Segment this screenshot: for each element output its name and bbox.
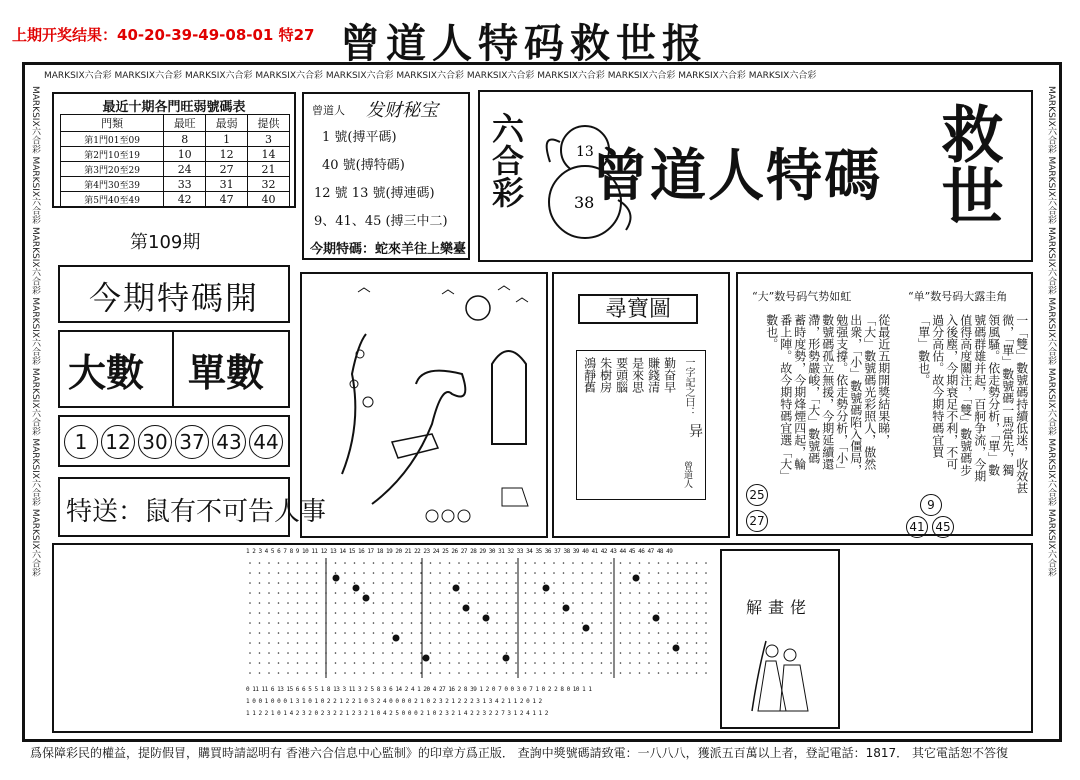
article-column: 滯，形勢嚴峻，「大」數號碼	[806, 314, 821, 464]
number-circle: 43	[212, 425, 246, 459]
riddle-answer: 异	[689, 424, 703, 440]
logo-title: 曾道人特碼	[592, 143, 882, 209]
big-number-label: 大數	[68, 350, 145, 395]
article-column: 值得高度關注，「雙」數號碼步	[958, 314, 973, 476]
footer-text: 爲保障彩民的權益，提防假冒，購買時請認明有 香港六合信息中心監制》的印章方爲正版． 查詢中獎號碼請致電：一八八八，獲派五百萬以上者，登記電話：1817． 其它電話恕不答復	[30, 746, 1008, 760]
trend-grid	[246, 546, 712, 730]
table-cell: 21	[248, 162, 290, 177]
table-cell: 第5門40至49	[61, 192, 164, 207]
table-cell: 第3門20至29	[61, 162, 164, 177]
article-column: 入後塵，今期衰足不利，不可	[944, 314, 959, 470]
article-column: 「單」數也。	[916, 314, 931, 386]
top-bar	[0, 0, 1080, 67]
treasure-map-title: 尋寶圖	[578, 294, 698, 324]
table-cell: 10	[164, 147, 206, 162]
riddle-column: 朱樹房	[598, 357, 613, 393]
table-cell: 1	[206, 132, 248, 147]
headline-odd: “单”数号码大露圭角	[908, 290, 1008, 303]
table-cell: 27	[206, 162, 248, 177]
table-cell: 33	[164, 177, 206, 192]
table-cell: 第2門10至19	[61, 147, 164, 162]
article-column: 番上陣。故今期特碼宜選「大」	[778, 314, 793, 482]
riddle-picture-title: 解畫佬	[746, 598, 813, 617]
gourd-number: 38	[574, 193, 595, 212]
column-header: 提供	[248, 115, 290, 132]
table-cell: 14	[248, 147, 290, 162]
table-cell: 12	[206, 147, 248, 162]
number-circle: 37	[175, 425, 209, 459]
masthead-title: 曾道人特码救世报	[340, 20, 708, 67]
article-column: 一「雙」數號碼持續低迷，收效甚	[1014, 314, 1029, 494]
column-header: 門類	[61, 115, 164, 132]
riddle-picture-box	[720, 549, 840, 729]
column-header: 最旺	[164, 115, 206, 132]
table-row	[61, 132, 290, 147]
dragon-illustration	[302, 274, 546, 536]
table-cell: 42	[164, 192, 206, 207]
tips-special: 今期特碼：蛇來羊往上樂臺	[310, 242, 467, 257]
riddle-column: 是來思	[630, 357, 645, 393]
article-column: 號碼群雄并起，百舸争流，今期	[972, 314, 987, 482]
table-row	[61, 162, 290, 177]
table-cell: 第4門30至39	[61, 177, 164, 192]
riddle-scroll	[576, 350, 706, 500]
grid-stat-row: 0 11 11 6 13 15 6 6 5 5 1 8 13 3 11 3 2 5 8 3 6 14 2 4 1 20 4 27 16 2 8 39 1 2 0 7 0 0 3 0 7 1 0 2 2 8 0 10 1 1	[246, 686, 592, 693]
table-cell: 3	[248, 132, 290, 147]
brand-strip-left: MARKSIX六合彩 MARKSIX六合彩 MARKSIX六合彩 MARKSIX六合彩 MARKSIX六合彩 MARKSIX六合彩 MARKSIX六合彩	[30, 86, 40, 577]
tip-line: 1 號(搏平碼)	[322, 130, 397, 145]
number-circle: 41	[906, 516, 928, 538]
headline-big: “大”数号码气势如虹	[752, 290, 852, 303]
stats-table	[60, 114, 290, 207]
table-cell: 32	[248, 177, 290, 192]
grid-header-row: 1 2 3 4 5 6 7 8 9 10 11 12 13 14 15 16 17 18 19 20 21 22 23 24 25 26 27 28 29 30 31 32 33 34 35 36 37 38 39 40 41 42 43 44 45 46 47 48 49	[246, 548, 673, 555]
riddle-author: 曾道人	[682, 461, 692, 488]
article-column: 蓄時度勢，今期烽煙四起，輪	[792, 314, 807, 470]
table-header-row	[61, 115, 290, 132]
tekai-box	[58, 265, 290, 323]
number-circle: 30	[138, 425, 172, 459]
illustration-box	[300, 272, 548, 538]
article-box	[736, 272, 1033, 536]
gourd-number: 13	[576, 144, 594, 160]
article-column: 數也。	[764, 314, 779, 350]
brand-strip-right: MARKSIX六合彩 MARKSIX六合彩 MARKSIX六合彩 MARKSIX六合彩 MARKSIX六合彩 MARKSIX六合彩 MARKSIX六合彩	[1046, 86, 1056, 577]
grid-stat-row: 1 0 0 1 0 0 0 1 3 1 0 1 0 2 2 1 2 2 1 0 3 2 4 0 0 0 0 2 1 0 2 3 2 1 2 2 2 3 1 3 4 2 1 1 2 0 1 2	[246, 698, 542, 705]
tip-line: 12 號 13 號(搏連碼)	[314, 186, 435, 201]
riddle-column: 要頭腦	[614, 357, 629, 393]
big-odd-box	[58, 330, 290, 408]
tips-slogan: 发财秘宝	[366, 100, 438, 121]
number-circle: 9	[920, 494, 942, 516]
table-row	[61, 177, 290, 192]
article-column: 「大」數號碼光彩照人，傲然	[862, 314, 877, 470]
number-circle: 45	[932, 516, 954, 538]
brand-strip-top: MARKSIX六合彩 MARKSIX六合彩 MARKSIX六合彩 MARKSIX六合彩 MARKSIX六合彩 MARKSIX六合彩 MARKSIX六合彩 MARKSIX六合彩 MARKSIX六合彩 MARKSIX六合彩 MARKSIX六合彩	[44, 71, 817, 81]
tips-author: 曾道人	[312, 104, 345, 117]
numbers-box	[58, 415, 290, 467]
article-column: 領風騷。依走勢分析，「單」數	[986, 314, 1001, 476]
logo-box	[478, 90, 1033, 262]
number-circle: 27	[746, 510, 768, 532]
tip-line: 40 號(搏特碼)	[322, 158, 405, 173]
divider	[172, 332, 174, 406]
number-circle: 25	[746, 484, 768, 506]
scholar-illustration	[732, 621, 828, 721]
treasure-map-box	[552, 272, 730, 538]
odd-number-label: 單數	[188, 350, 265, 395]
riddle-column: 鴻靜舊	[582, 357, 597, 393]
table-cell: 31	[206, 177, 248, 192]
table-row	[61, 147, 290, 162]
riddle-column: 勤奋早	[662, 357, 677, 393]
table-cell: 8	[164, 132, 206, 147]
trend-dots	[246, 558, 712, 678]
stats-box	[52, 92, 296, 208]
article-column: 數號碼孤立無援，今期延續還	[820, 314, 835, 470]
last-result-text: 上期开奖结果：40-20-39-49-08-01 特27	[12, 26, 315, 44]
table-row	[61, 192, 290, 207]
article-column: 出衆，「小」數號碼陷入僵局，	[848, 314, 863, 476]
tesong-text: 特送：鼠有不可告人事	[66, 497, 327, 527]
column-header: 最弱	[206, 115, 248, 132]
number-circle: 1	[64, 425, 98, 459]
table-cell: 24	[164, 162, 206, 177]
liuhecai-logo-text: 六合彩	[487, 112, 525, 208]
riddle-prefix: 一字記之曰：	[683, 357, 694, 417]
article-column: 勉强支撐。依走勢分析，「小」	[834, 314, 849, 476]
tips-box	[302, 92, 470, 260]
article-column: 過分高估。故今期特碼宜買	[930, 314, 945, 458]
article-column: 從最近五期開獎結果睇，	[876, 314, 891, 446]
table-cell: 40	[248, 192, 290, 207]
grid-stat-row: 1 1 2 2 1 0 1 4 2 3 2 0 2 3 2 2 1 2 3 2 1 0 4 2 5 0 0 0 2 1 0 2 3 2 1 4 2 2 3 2 2 7 3 1 2 4 1 1 2	[246, 710, 548, 717]
number-circle: 12	[101, 425, 135, 459]
logo-jiushi: 救世	[931, 102, 1004, 226]
table-cell: 第1門01至09	[61, 132, 164, 147]
table-cell: 47	[206, 192, 248, 207]
trend-grid-box	[52, 543, 1033, 733]
riddle-column: 賺錢清	[646, 357, 661, 393]
number-circle: 44	[249, 425, 283, 459]
stats-title: 最近十期各門旺弱號碼表	[102, 100, 246, 115]
tekai-text: 今期特碼開	[88, 279, 259, 317]
issue-number: 第109期	[130, 232, 201, 253]
tesong-box	[58, 477, 327, 537]
tip-line: 9、41、45 (搏三中二)	[314, 214, 448, 229]
article-column: 微，「單」數號碼一馬當先，獨	[1000, 314, 1015, 476]
